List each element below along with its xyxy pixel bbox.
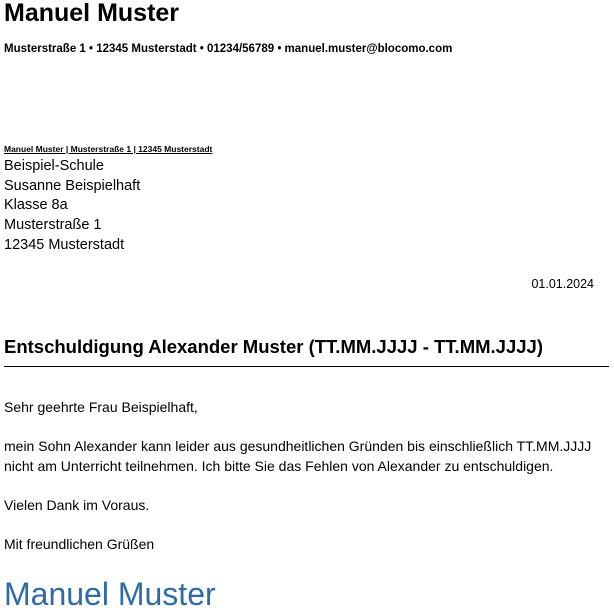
subject-divider: [4, 366, 609, 367]
recipient-line: Susanne Beispielhaft: [4, 177, 141, 194]
body-paragraph-line: nicht am Unterricht teilnehmen. Ich bitte Sie das Fehlen von Alexander zu entschuldigen.: [4, 457, 554, 474]
salutation: Sehr geehrte Frau Beispielhaft,: [4, 399, 198, 415]
body-paragraph-line: mein Sohn Alexander kann leider aus gesundheitlichen Gründen bis einschließlich TT.MM.JJJJ: [4, 438, 592, 454]
recipient-address-block: [4, 157, 140, 256]
recipient-line: 12345 Musterstadt: [4, 236, 125, 253]
thanks-line: Vielen Dank im Voraus.: [4, 497, 150, 513]
recipient-line: Klasse 8a: [4, 197, 68, 214]
sender-contact-line: Musterstraße 1 • 12345 Musterstadt • 01234/56789 • manuel.muster@blocomo.com: [4, 43, 453, 55]
subject-line: Entschuldigung Alexander Muster (TT.MM.JJJJ - TT.MM.JJJJ): [4, 336, 543, 357]
sender-name: Manuel Muster: [4, 0, 180, 27]
signature: Manuel Muster: [4, 576, 216, 612]
body-paragraph: [4, 437, 614, 476]
closing-line: Mit freundlichen Grüßen: [4, 536, 155, 552]
letter-date: 01.01.2024: [531, 277, 594, 291]
recipient-line: Beispiel-Schule: [4, 158, 104, 174]
recipient-line: Musterstraße 1: [4, 217, 102, 234]
return-address-line: Manuel Muster | Musterstraße 1 | 12345 Musterstadt: [4, 144, 213, 154]
